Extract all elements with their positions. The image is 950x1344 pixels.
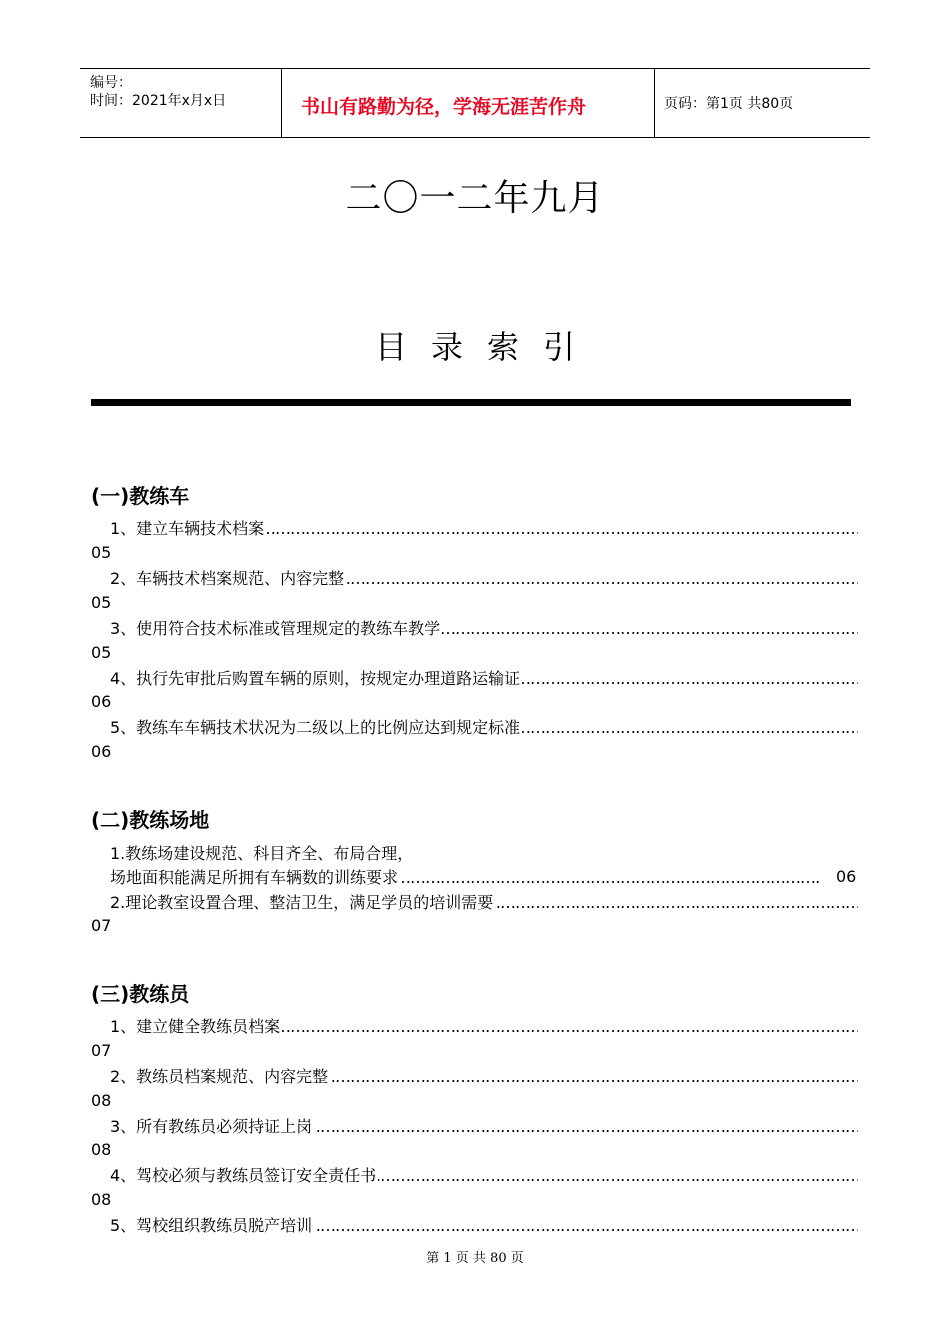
toc-page-number: 06	[91, 692, 112, 711]
number-label: 编号：	[90, 75, 132, 91]
toc-entry-text: 1、建立车辆技术档案	[110, 519, 265, 538]
header-motto-cell	[281, 69, 655, 137]
toc-entry-text: 2.理论教室设置合理、整洁卫生，满足学员的培训需要	[110, 893, 494, 912]
toc-entry-text: 2、教练员档案规范、内容完整	[110, 1067, 329, 1086]
header-meta-cell	[80, 69, 282, 137]
document-header	[80, 68, 870, 138]
toc-entry-text: 3、使用符合技术标准或管理规定的教练车教学	[110, 619, 441, 638]
section-title: (二)教练场地	[91, 808, 210, 832]
page-info: 页码：第1页 共80页	[664, 96, 794, 112]
toc-entry-text: 场地面积能满足所拥有车辆数的训练要求	[110, 868, 399, 887]
toc-entry-text: 2、车辆技术档案规范、内容完整	[110, 569, 345, 588]
page-footer: 第 1 页 共 80 页	[426, 1251, 524, 1266]
section-title: (一)教练车	[91, 484, 190, 508]
time-label: 时间：2021年x月x日	[90, 93, 227, 109]
toc-entry-text: 1、建立健全教练员档案	[110, 1017, 281, 1036]
toc-entry[interactable]	[110, 518, 858, 540]
toc-page-number: 05	[91, 543, 112, 562]
toc-entry[interactable]	[110, 668, 858, 690]
toc-entry-text: 4、驾校必须与教练员签订安全责任书	[110, 1166, 377, 1185]
toc-entry[interactable]	[110, 1116, 858, 1138]
toc-page-number: 08	[91, 1091, 112, 1110]
toc-entry-text: 5、教练车车辆技术状况为二级以上的比例应达到规定标准	[110, 718, 521, 737]
toc-entry[interactable]	[110, 618, 858, 640]
toc-entry[interactable]	[110, 568, 858, 590]
toc-page-number: 07	[91, 916, 112, 935]
toc-page-number: 08	[91, 1140, 112, 1159]
toc-entry[interactable]	[110, 1016, 858, 1038]
toc-entry[interactable]	[110, 892, 858, 914]
toc-page-number: 06	[836, 867, 857, 886]
toc-title: 目录索引	[374, 328, 599, 366]
toc-entry-text: 1.教练场建设规范、科目齐全、布局合理，	[110, 844, 414, 863]
motto-text: 书山有路勤为径，学海无涯苦作舟	[301, 96, 587, 118]
date-title: 二〇一二年九月	[345, 178, 605, 219]
toc-page-number: 06	[91, 742, 112, 761]
section-title: (三)教练员	[91, 982, 190, 1006]
toc-page-number: 05	[91, 593, 112, 612]
toc-entry-text: 3、所有教练员必须持证上岗	[110, 1117, 313, 1136]
toc-entry[interactable]	[110, 867, 820, 889]
toc-entry[interactable]	[110, 1215, 858, 1237]
toc-entry[interactable]	[110, 717, 858, 739]
toc-page-number: 05	[91, 643, 112, 662]
toc-entry[interactable]	[110, 1066, 858, 1088]
title-rule	[91, 399, 851, 406]
toc-entry[interactable]	[110, 1165, 858, 1187]
toc-page-number: 08	[91, 1190, 112, 1209]
toc-page-number: 07	[91, 1041, 112, 1060]
toc-entry-text: 5、驾校组织教练员脱产培训	[110, 1216, 313, 1235]
toc-entry-text: 4、执行先审批后购置车辆的原则，按规定办理道路运输证	[110, 669, 521, 688]
